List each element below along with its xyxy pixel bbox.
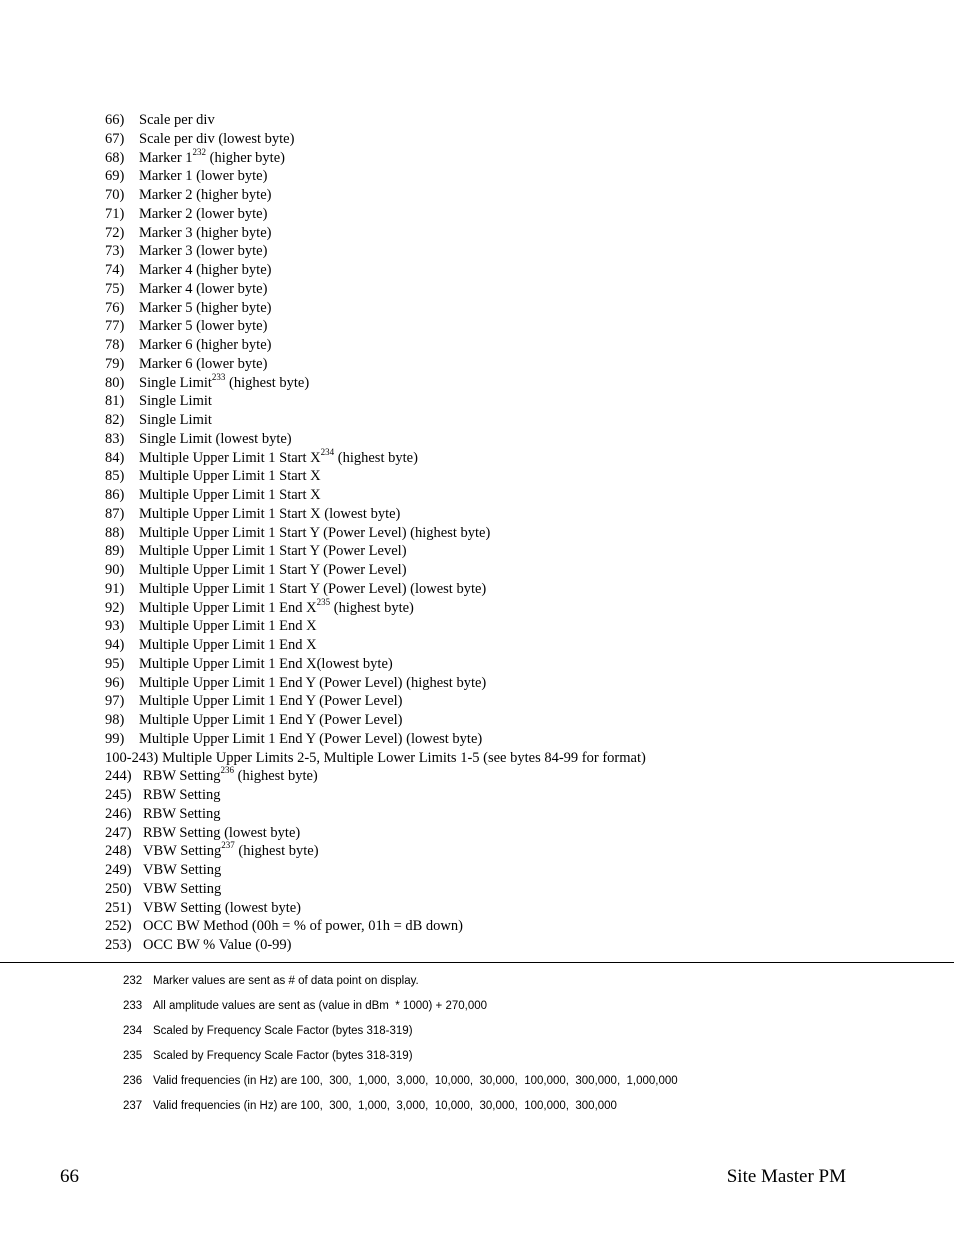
footnote-divider (0, 962, 954, 963)
list-item (105, 861, 646, 880)
list-item (105, 336, 646, 355)
list-item-text (139, 299, 271, 318)
list-item (105, 917, 646, 936)
list-item-label: VBW Setting (143, 862, 222, 878)
list-item-text (143, 786, 220, 805)
list-item-suffix: (highest byte) (330, 599, 414, 616)
list-item (105, 692, 646, 711)
list-item-number: 98) (105, 712, 125, 728)
list-item-text (139, 446, 418, 468)
list-item-text (139, 242, 267, 261)
list-item-text (143, 917, 463, 936)
list-item-label: OCC BW Method (00h = % of power, 01h = dB down) (143, 918, 463, 935)
list-item-label: RBW Setting (143, 768, 221, 785)
list-item (105, 786, 646, 805)
list-item-number: 91) (105, 580, 125, 597)
list-item-number: 93) (105, 618, 125, 635)
footnote-text: Valid frequencies (in Hz) are 100, 300, 1,000, 3,000, 10,000, 30,000, 100,000, 300,000 (153, 1100, 617, 1112)
list-item-number: 77) (105, 318, 125, 335)
footnote-reference: 235 (316, 596, 331, 607)
footnote-number: 236 (123, 1075, 143, 1087)
list-item-label: Single Limit (139, 412, 212, 428)
footnotes (123, 972, 678, 1122)
list-item-number: 246) (105, 805, 132, 822)
list-item-text (139, 596, 414, 618)
footnote-reference: 233 (211, 371, 226, 382)
footnote-number: 237 (123, 1100, 143, 1112)
list-item-number: 248) (105, 843, 132, 860)
list-item (105, 371, 646, 393)
list-item-number: 249) (105, 862, 132, 878)
list-item-text (139, 524, 490, 543)
list-item-text (143, 805, 220, 824)
footer-product-name: Site Master PM (726, 1166, 846, 1187)
list-item-label: RBW Setting (lowest byte) (143, 824, 301, 841)
list-item-text (139, 617, 317, 636)
list-item-text (139, 411, 212, 430)
footnote-text: All amplitude values are sent as (value in dBm * 1000) + 270,000 (153, 1000, 488, 1012)
list-item-label: RBW Setting (143, 787, 221, 803)
footnote-reference: 232 (192, 146, 207, 157)
list-item-label: Marker 5 (higher byte) (139, 299, 272, 316)
list-item (105, 261, 646, 280)
list-item-label: Marker 6 (higher byte) (139, 337, 272, 353)
byte-list (105, 111, 646, 955)
list-item-text (143, 767, 318, 786)
list-item-label: Multiple Upper Limit 1 End Y (Power Level) (highest byte) (139, 674, 487, 691)
list-item-text (139, 205, 267, 224)
footnote (123, 972, 678, 997)
list-item-suffix: (highest byte) (234, 843, 319, 860)
list-item-text (143, 842, 319, 861)
list-item-suffix: (highest byte) (225, 374, 310, 391)
list-item-label: Single Limit (lowest byte) (139, 430, 292, 447)
list-item (105, 730, 646, 749)
list-item-text (162, 749, 646, 768)
list-item-label: Marker 1 (lower byte) (139, 168, 268, 185)
list-item (105, 561, 646, 580)
footnote-reference: 236 (220, 765, 234, 776)
list-item (105, 146, 646, 168)
list-item-text (139, 730, 482, 749)
list-item (105, 899, 646, 918)
list-item-text (139, 580, 486, 599)
list-item-text (139, 261, 271, 280)
list-item-label: RBW Setting (143, 805, 221, 822)
list-item-number: 94) (105, 637, 125, 653)
list-item-text (139, 467, 321, 486)
list-item-label: Multiple Upper Limit 1 Start Y (Power Level) (139, 562, 407, 578)
list-item (105, 636, 646, 655)
list-item (105, 242, 646, 261)
list-item-number: 90) (105, 562, 125, 578)
list-item-text (139, 505, 400, 524)
list-item-number: 75) (105, 280, 125, 297)
list-item (105, 280, 646, 299)
list-item-text (139, 167, 267, 186)
list-item-text (139, 674, 486, 693)
list-item (105, 655, 646, 674)
list-item-suffix: (highest byte) (334, 449, 418, 466)
list-item-label: Marker 1 (139, 149, 193, 166)
list-item-number: 251) (105, 899, 132, 916)
list-item-text (139, 186, 271, 205)
list-item-label: Marker 3 (higher byte) (139, 224, 272, 241)
list-item-number: 81) (105, 393, 125, 410)
list-item (105, 167, 646, 186)
page-number: 66 (60, 1166, 79, 1187)
list-item (105, 467, 646, 486)
list-item-label: Multiple Upper Limit 1 Start Y (Power Level) (highest byte) (139, 524, 491, 541)
list-item-label: Multiple Upper Limit 1 End Y (Power Level) (139, 712, 403, 728)
list-item-label: Scale per div (139, 112, 215, 128)
list-item-number: 80) (105, 374, 125, 391)
list-item-text (143, 936, 291, 955)
list-item (105, 446, 646, 468)
list-item-label: Multiple Upper Limit 1 End Y (Power Level) (139, 693, 403, 710)
list-item (105, 842, 646, 861)
list-item-number: 68) (105, 149, 125, 166)
list-item-suffix: (higher byte) (206, 149, 285, 166)
list-item-text (139, 336, 271, 355)
list-item (105, 936, 646, 955)
list-item (105, 317, 646, 336)
list-item-text (139, 371, 310, 393)
list-item-label: Marker 2 (lower byte) (139, 205, 268, 222)
list-item-number: 66) (105, 112, 125, 128)
list-item-number: 95) (105, 655, 125, 672)
list-item (105, 617, 646, 636)
footnote (123, 1097, 678, 1122)
footnote-reference: 234 (320, 446, 335, 457)
list-item-label: Multiple Upper Limit 1 Start Y (Power Level) (lowest byte) (139, 580, 487, 597)
list-item-number: 78) (105, 337, 125, 353)
list-item (105, 580, 646, 599)
footnote-text: Scaled by Frequency Scale Factor (bytes 318-319) (153, 1050, 413, 1062)
list-item (105, 224, 646, 243)
list-item (105, 596, 646, 618)
list-item-number: 67) (105, 130, 125, 147)
list-item-number: 253) (105, 937, 132, 953)
list-item-number: 250) (105, 880, 132, 897)
list-item-number: 82) (105, 412, 125, 428)
list-item-label: Multiple Upper Limits 2-5, Multiple Lower Limits 1-5 (see bytes 84-99 for format) (162, 749, 646, 766)
list-item-label: Multiple Upper Limit 1 Start Y (Power Level) (139, 543, 407, 560)
list-item-number: 100-243) (105, 749, 159, 766)
list-item (105, 299, 646, 318)
list-item-text (139, 542, 407, 561)
list-item-text (143, 880, 221, 899)
list-item-text (139, 655, 393, 674)
list-item (105, 824, 646, 843)
list-item (105, 205, 646, 224)
list-item-label: Marker 2 (higher byte) (139, 187, 272, 203)
list-item-text (143, 899, 301, 918)
list-item-label: Marker 3 (lower byte) (139, 243, 268, 260)
list-item (105, 186, 646, 205)
list-item (105, 411, 646, 430)
list-item-label: VBW Setting (143, 880, 222, 897)
list-item-number: 85) (105, 468, 125, 485)
list-item-label: Multiple Upper Limit 1 End X (139, 599, 317, 616)
footnote-text: Marker values are sent as # of data point on display. (153, 975, 419, 987)
list-item-text (139, 111, 215, 130)
list-item-number: 245) (105, 787, 132, 803)
footnote-number: 233 (123, 1000, 143, 1012)
list-item-number: 92) (105, 599, 125, 616)
list-item (105, 392, 646, 411)
list-item-label: Marker 4 (higher byte) (139, 262, 272, 278)
list-item-label: VBW Setting (lowest byte) (143, 899, 302, 916)
list-item-label: Multiple Upper Limit 1 End Y (Power Level) (lowest byte) (139, 730, 483, 747)
list-item (105, 880, 646, 899)
list-item-text (139, 280, 267, 299)
footnote (123, 997, 678, 1022)
list-item-label: Marker 6 (lower byte) (139, 355, 268, 372)
list-item-label: Multiple Upper Limit 1 Start X (139, 468, 321, 485)
list-item-text (139, 636, 317, 655)
footnote-number: 235 (123, 1050, 143, 1062)
list-item-number: 87) (105, 505, 125, 522)
list-item (105, 430, 646, 449)
list-item-text (139, 711, 403, 730)
list-item (105, 111, 646, 130)
list-item-label: Marker 4 (lower byte) (139, 280, 268, 297)
list-item-number: 89) (105, 543, 125, 560)
list-item-text (139, 430, 292, 449)
list-item-number: 69) (105, 168, 125, 185)
list-item-label: Multiple Upper Limit 1 End X (139, 637, 317, 653)
list-item-text (139, 317, 267, 336)
list-item-label: Multiple Upper Limit 1 Start X (lowest byte) (139, 505, 401, 522)
list-item-number: 247) (105, 824, 132, 841)
list-item-number: 86) (105, 487, 125, 503)
list-item (105, 505, 646, 524)
footnote (123, 1072, 678, 1097)
list-item-text (139, 392, 212, 411)
list-item-label: Multiple Upper Limit 1 Start X (139, 449, 321, 466)
list-item-number: 83) (105, 430, 125, 447)
footnote-text: Valid frequencies (in Hz) are 100, 300, 1,000, 3,000, 10,000, 30,000, 100,000, 300,000, 1,000,000 (153, 1075, 678, 1087)
footnote-number: 232 (123, 975, 143, 987)
list-item-number: 74) (105, 262, 125, 278)
list-item-number: 88) (105, 524, 125, 541)
list-item-number: 70) (105, 187, 125, 203)
list-item-number: 252) (105, 918, 132, 935)
list-item-number: 96) (105, 674, 125, 691)
list-item-label: Single Limit (139, 393, 212, 410)
list-item-label: Scale per div (lowest byte) (139, 130, 295, 147)
list-item-number: 73) (105, 243, 125, 260)
list-item-text (139, 224, 271, 243)
list-item-text (139, 692, 403, 711)
list-item-text (139, 130, 294, 149)
list-item-label: Marker 5 (lower byte) (139, 318, 268, 335)
footnote (123, 1047, 678, 1072)
list-item (105, 130, 646, 149)
list-item-label: Multiple Upper Limit 1 End X (139, 618, 317, 635)
list-item-text (139, 486, 321, 505)
list-item (105, 767, 646, 786)
list-item-number: 71) (105, 205, 125, 222)
list-item (105, 355, 646, 374)
list-item-number: 72) (105, 224, 125, 241)
list-item-text (139, 355, 267, 374)
list-item-number: 79) (105, 355, 125, 372)
list-item-label: Single Limit (139, 374, 212, 391)
list-item-number: 76) (105, 299, 125, 316)
list-item-text (139, 561, 407, 580)
list-item (105, 542, 646, 561)
list-item (105, 524, 646, 543)
list-item (105, 674, 646, 693)
list-item (105, 749, 646, 768)
list-item-number: 97) (105, 693, 125, 710)
list-item-label: Multiple Upper Limit 1 Start X (139, 487, 321, 503)
list-item (105, 711, 646, 730)
list-item-number: 84) (105, 449, 125, 466)
list-item-number: 244) (105, 768, 132, 785)
list-item-suffix: (highest byte) (233, 768, 318, 785)
footnote-text: Scaled by Frequency Scale Factor (bytes 318-319) (153, 1025, 413, 1037)
list-item-number: 99) (105, 730, 125, 747)
list-item (105, 486, 646, 505)
list-item-label: OCC BW % Value (0-99) (143, 937, 292, 953)
list-item-text (139, 146, 285, 168)
list-item-label: Multiple Upper Limit 1 End X(lowest byte) (139, 655, 393, 672)
list-item (105, 805, 646, 824)
footnote-number: 234 (123, 1025, 143, 1037)
footnote-reference: 237 (221, 840, 235, 851)
footnote (123, 1022, 678, 1047)
list-item-label: VBW Setting (143, 843, 222, 860)
list-item-text (143, 861, 221, 880)
